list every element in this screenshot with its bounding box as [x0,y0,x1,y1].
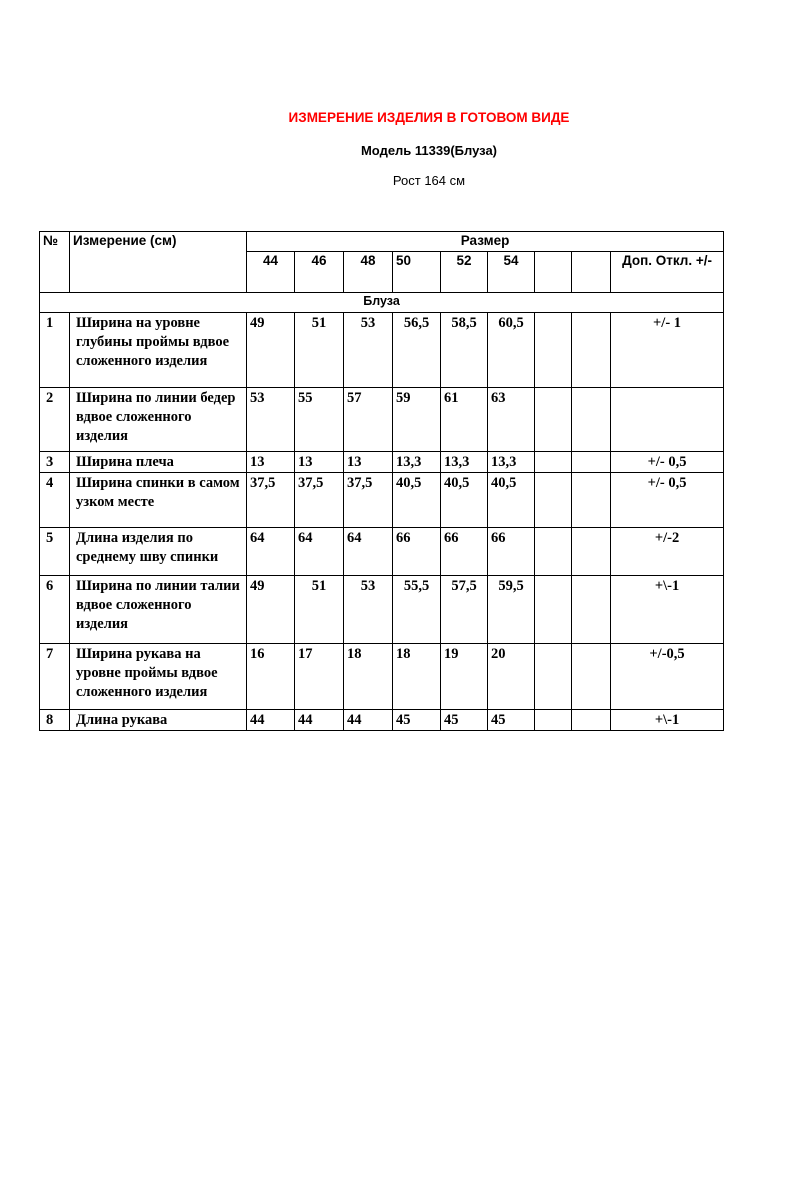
row-value: 18 [344,644,393,710]
row-name: Ширина рукава на уровне проймы вдвое сложенного изделия [70,644,247,710]
size-header: 50 [393,252,441,293]
table-row [40,644,724,710]
row-value: 37,5 [247,473,295,528]
row-value: 37,5 [295,473,344,528]
row-tolerance: +/- 0,5 [611,452,724,473]
row-value: 55 [295,388,344,452]
size-header: 52 [441,252,488,293]
row-value: 45 [393,710,441,731]
empty-cell [572,710,611,731]
row-value: 13 [295,452,344,473]
empty-cell [535,388,572,452]
row-number: 6 [40,576,70,644]
row-value: 49 [247,576,295,644]
size-header: 54 [488,252,535,293]
row-value: 13 [247,452,295,473]
row-value: 44 [295,710,344,731]
row-value: 57 [344,388,393,452]
empty-cell [572,644,611,710]
row-value: 64 [247,528,295,576]
row-value: 66 [393,528,441,576]
empty-cell [535,313,572,388]
row-number: 4 [40,473,70,528]
table-row [40,576,724,644]
row-value: 20 [488,644,535,710]
row-value: 44 [344,710,393,731]
row-value: 60,5 [488,313,535,388]
row-value: 58,5 [441,313,488,388]
size-header: 46 [295,252,344,293]
row-number: 5 [40,528,70,576]
section-row [40,293,724,313]
section-label: Блуза [40,293,724,313]
empty-cell [572,452,611,473]
row-value: 51 [295,576,344,644]
row-tolerance: +\-1 [611,710,724,731]
table-row [40,710,724,731]
row-value: 59 [393,388,441,452]
row-value: 64 [344,528,393,576]
row-value: 61 [441,388,488,452]
row-number: 2 [40,388,70,452]
row-number: 1 [40,313,70,388]
row-value: 53 [247,388,295,452]
row-value: 13 [344,452,393,473]
table-row [40,313,724,388]
row-number: 3 [40,452,70,473]
document-title: ИЗМЕРЕНИЕ ИЗДЕЛИЯ В ГОТОВОМ ВИДЕ [288,110,570,125]
empty-size-cell [572,252,611,293]
row-value: 13,3 [393,452,441,473]
row-value: 18 [393,644,441,710]
row-value: 40,5 [441,473,488,528]
empty-cell [572,576,611,644]
empty-cell [535,528,572,576]
row-value: 49 [247,313,295,388]
row-value: 44 [247,710,295,731]
row-value: 17 [295,644,344,710]
row-name: Ширина плеча [70,452,247,473]
col-num-header: № [40,232,70,293]
table-row [40,473,724,528]
row-value: 63 [488,388,535,452]
col-size-header: Размер [247,232,724,252]
row-tolerance: +/-0,5 [611,644,724,710]
empty-cell [535,710,572,731]
col-tol-header: Доп. Откл. +/- [611,252,724,293]
header-row [40,232,724,252]
row-value: 51 [295,313,344,388]
row-value: 40,5 [393,473,441,528]
row-name: Длина изделия по среднему шву спинки [70,528,247,576]
row-value: 64 [295,528,344,576]
table-row [40,528,724,576]
size-header: 48 [344,252,393,293]
row-value: 56,5 [393,313,441,388]
row-value: 40,5 [488,473,535,528]
empty-cell [572,473,611,528]
row-value: 45 [441,710,488,731]
empty-cell [572,313,611,388]
row-value: 59,5 [488,576,535,644]
row-name: Ширина по линии талии вдвое сложенного изделия [70,576,247,644]
row-value: 66 [441,528,488,576]
row-name: Ширина по линии бедер вдвое сложенного изделия [70,388,247,452]
row-tolerance: +/- 0,5 [611,473,724,528]
row-tolerance: +/- 1 [611,313,724,388]
row-number: 7 [40,644,70,710]
table-row [40,388,724,452]
row-value: 53 [344,576,393,644]
row-value: 55,5 [393,576,441,644]
size-header: 44 [247,252,295,293]
row-name: Ширина на уровне глубины проймы вдвое сложенного изделия [70,313,247,388]
row-value: 16 [247,644,295,710]
row-tolerance: +/-2 [611,528,724,576]
row-value: 13,3 [488,452,535,473]
row-tolerance: +\-1 [611,576,724,644]
empty-cell [535,576,572,644]
height-label: Рост 164 см [392,173,466,188]
row-value: 53 [344,313,393,388]
empty-cell [535,452,572,473]
row-value: 19 [441,644,488,710]
empty-cell [572,388,611,452]
measurement-table [39,231,724,731]
col-measure-header: Измерение (см) [70,232,247,293]
empty-cell [535,473,572,528]
row-value: 66 [488,528,535,576]
empty-cell [572,528,611,576]
row-name: Ширина спинки в самом узком месте [70,473,247,528]
row-value: 37,5 [344,473,393,528]
row-value: 57,5 [441,576,488,644]
empty-size-cell [535,252,572,293]
model-label: Модель 11339(Блуза) [360,143,498,158]
row-value: 45 [488,710,535,731]
row-name: Длина рукава [70,710,247,731]
row-number: 8 [40,710,70,731]
row-value: 13,3 [441,452,488,473]
row-tolerance [611,388,724,452]
empty-cell [535,644,572,710]
table-row [40,452,724,473]
